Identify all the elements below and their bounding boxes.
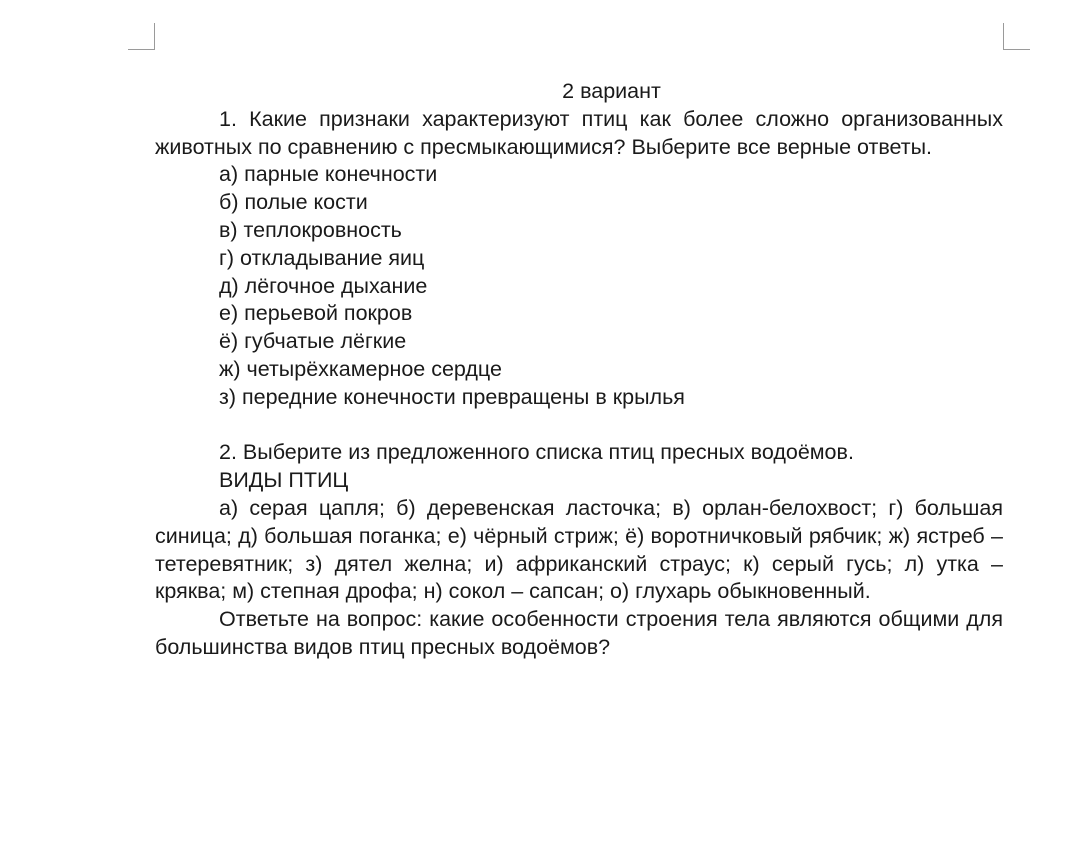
q1-option-v: в) теплокровность [219,217,402,242]
q1-option-yo: ё) губчатые лёгкие [219,329,407,354]
q1-option-a: а) парные конечности [219,162,438,187]
question-2-text: 2. Выберите из предложенного списка птиц пресных водоёмов. [219,440,854,465]
page-title: 2 вариант [562,79,661,103]
page-corner-mark-left [128,23,155,50]
q1-option-z: з) передние конечности превращены в крылья [219,384,685,409]
q1-option-d: д) лёгочное дыхание [219,273,428,298]
document-page [155,78,1003,662]
q1-option-g: г) откладывание яиц [219,245,425,270]
q1-option-b: б) полые кости [219,190,368,215]
q1-option-zh: ж) четырёхкамерное сердце [219,356,502,381]
bird-species-list: а) серая цапля; б) деревенская ласточка; в) орлан-белохвост; г) большая синица; д) большая поганка; е) чёрный стриж; ё) воротничковый рябчик; ж) ястреб – тетеревятник; з) дятел желна; и) африканский страус; к) серый гусь; л) утка – кряква; м) степная дрофа; н) сокол – сапсан; о) глухарь обыкновенный. [155,495,1003,604]
question-1-text: 1. Какие признаки характеризуют птиц как более сложно организованных животных по сравнению с пресмыкающимися? Выберите все верные ответы. [155,106,1003,159]
q1-option-e: е) перьевой покров [219,301,413,326]
question-2-followup: Ответьте на вопрос: какие особенности строения тела являются общими для большинства видов птиц пресных водоёмов? [155,607,1003,659]
blank-line [155,412,1003,440]
question-2-heading: ВИДЫ ПТИЦ [219,468,349,493]
page-corner-mark-right [1003,23,1030,50]
